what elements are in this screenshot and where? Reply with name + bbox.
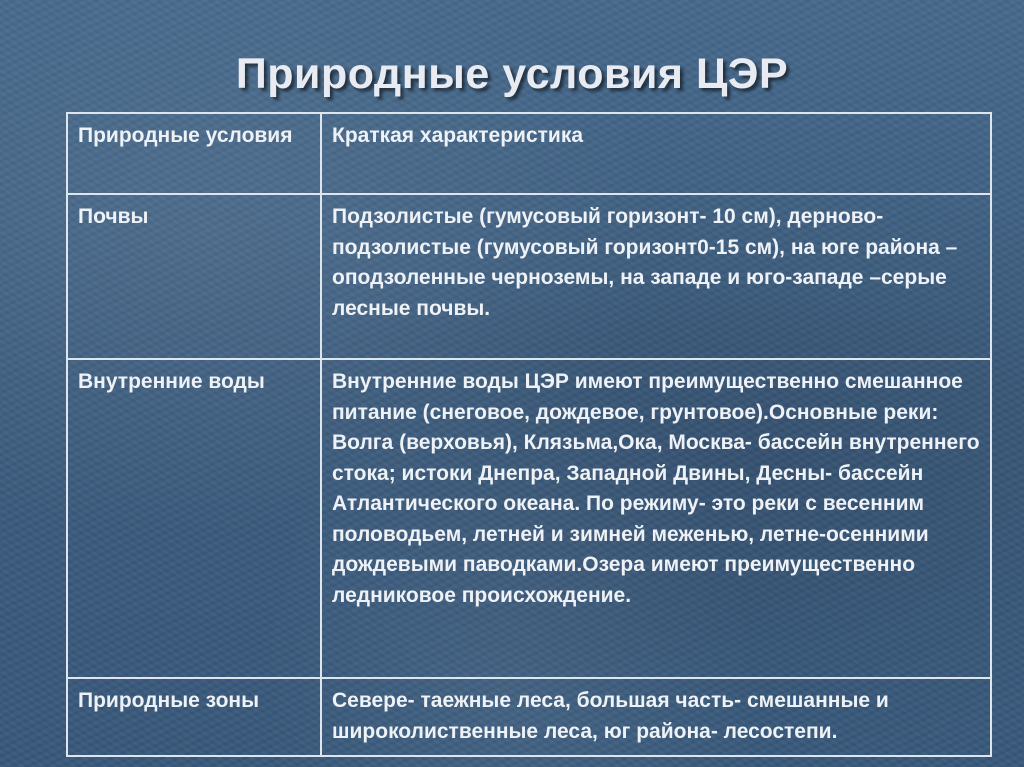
condition-cell: Внутренние воды xyxy=(67,359,321,678)
table-row xyxy=(67,194,991,359)
conditions-table xyxy=(66,112,992,757)
description-cell: Внутренние воды ЦЭР имеют преимущественно смешанное питание (снеговое, дождевое, грунтовое).Основные реки: Волга (верховья), Клязьма,Ока, Москва- бассейн внутреннего стока; истоки Днепра, Западной Двины, Десны- бассейн Атлантического океана. По режиму- это реки с весенним половодьем, летней и зимней меженью, летне-осенними дождевыми паводками.Озера имеют преимущественно ледниковое происхождение. xyxy=(321,359,991,678)
slide-title: Природные условия ЦЭР xyxy=(235,50,789,98)
description-cell: Подзолистые (гумусовый горизонт- 10 см), дерново-подзолистые (гумусовый горизонт0-15 см), на юге района – оподзоленные черноземы, на западе и юго-западе –серые лесные почвы. xyxy=(321,194,991,359)
condition-cell: Почвы xyxy=(67,194,321,359)
table-row xyxy=(67,359,991,678)
condition-cell: Природные зоны xyxy=(67,678,321,756)
header-cell-description: Краткая характеристика xyxy=(321,113,991,194)
conditions-table-wrapper xyxy=(66,112,992,757)
table-row xyxy=(67,678,991,756)
description-cell: Севере- таежные леса, большая часть- смешанные и широколиственные леса, юг района- лесостепи. xyxy=(321,678,991,756)
table-header-row xyxy=(67,113,991,194)
header-cell-conditions: Природные условия xyxy=(67,113,321,194)
